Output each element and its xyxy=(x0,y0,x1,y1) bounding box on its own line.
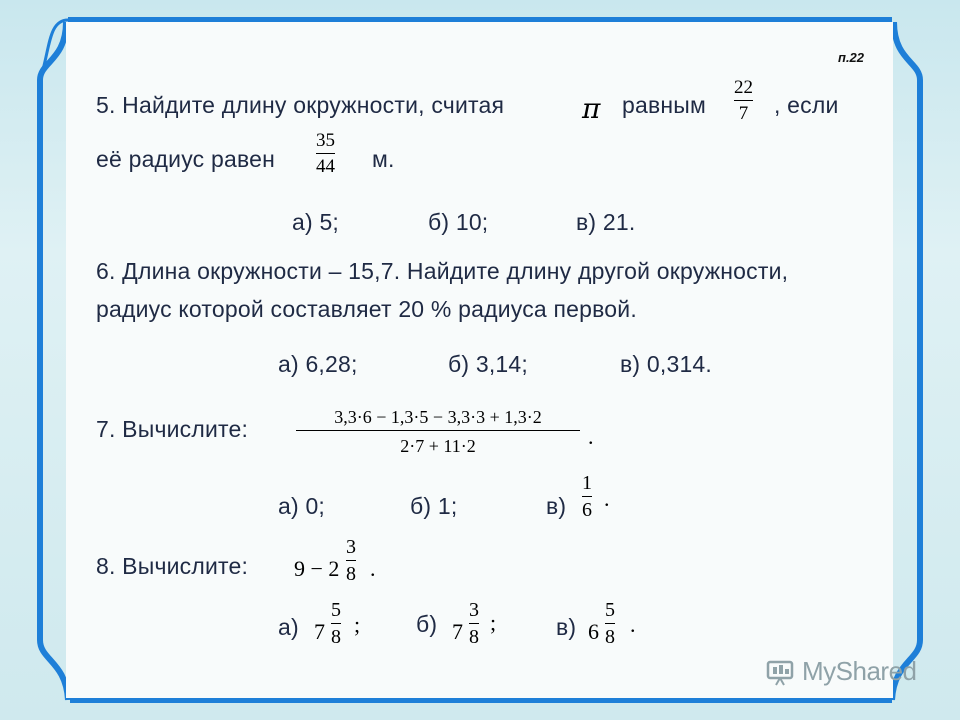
p7-expression-den: 2·7 + 11·2 xyxy=(400,436,476,457)
radius-fraction-num: 35 xyxy=(316,130,335,151)
fraction-bar xyxy=(582,496,592,497)
p7-answer-c: в) xyxy=(546,493,567,519)
p5-line1-mid: равным xyxy=(622,92,707,118)
p5-line2-end: м. xyxy=(372,146,395,172)
fraction-bar xyxy=(346,560,356,561)
p8-expression-den: 8 xyxy=(346,563,356,586)
p7-period: . xyxy=(588,424,594,449)
p5-line1-start: 5. Найдите длину окружности, считая xyxy=(96,92,505,118)
p8-answer-c-label: в) xyxy=(556,614,577,640)
p8-answer-a-num: 5 xyxy=(331,599,341,621)
p5-answer-a: а) 5; xyxy=(292,209,340,235)
p8-expression-num: 3 xyxy=(346,536,356,558)
fraction-bar xyxy=(331,623,341,624)
p8-answer-a-fraction xyxy=(331,600,341,647)
fraction-bar xyxy=(296,430,580,431)
pi-fraction-num: 22 xyxy=(734,77,753,98)
p8-answer-c-num: 5 xyxy=(605,599,615,621)
p8-answer-a-label: а) xyxy=(278,614,299,640)
p8-answer-a-end: ; xyxy=(354,612,361,637)
p8-answer-c-fraction xyxy=(605,600,615,647)
pi-fraction xyxy=(734,78,753,123)
p8-expression-fraction xyxy=(346,537,356,584)
p5-answer-b: б) 10; xyxy=(428,209,489,235)
pi-symbol: π xyxy=(582,92,601,125)
p7-expression-num: 3,3·6 − 1,3·5 − 3,3·3 + 1,3·2 xyxy=(334,407,542,427)
p8-answer-b-end: ; xyxy=(490,610,497,635)
p7-expression xyxy=(296,408,580,455)
p6-answer-c: в) 0,314. xyxy=(620,351,713,377)
p8-answer-c-end: . xyxy=(630,612,636,637)
p8-answer-b-fraction xyxy=(469,600,479,647)
fraction-bar xyxy=(316,153,335,154)
p7-answer-c-end: . xyxy=(604,486,610,511)
watermark xyxy=(766,656,917,687)
p7-answer-c-fraction xyxy=(582,473,592,520)
p6-answer-a: а) 6,28; xyxy=(278,351,358,377)
presentation-icon xyxy=(766,658,796,686)
pi-fraction-den: 7 xyxy=(738,103,749,125)
p7-answer-a: а) 0; xyxy=(278,493,326,519)
fraction-bar xyxy=(734,100,753,101)
slide-number: п.22 xyxy=(838,50,865,65)
p8-answer-b-label: б) xyxy=(416,611,438,637)
p7-answer-c-den: 6 xyxy=(582,499,592,522)
p8-answer-a-den: 8 xyxy=(331,626,341,649)
p8-answer-b-whole: 7 xyxy=(452,619,463,644)
p8-expression-whole: 9 − 2 xyxy=(294,556,340,581)
p6-answer-b: б) 3,14; xyxy=(448,351,528,377)
p8-answer-b-den: 8 xyxy=(469,626,479,649)
p8-answer-b-num: 3 xyxy=(469,599,479,621)
p8-answer-c-den: 8 xyxy=(605,626,615,649)
radius-fraction-den: 44 xyxy=(316,156,335,178)
p8-answer-a-whole: 7 xyxy=(314,619,325,644)
fraction-bar xyxy=(469,623,479,624)
p7-answer-c-num: 1 xyxy=(582,472,592,494)
p6-line1: 6. Длина окружности – 15,7. Найдите длину другой окружности, xyxy=(96,258,789,284)
p5-answer-c: в) 21. xyxy=(576,209,636,235)
p5-line1-end: , если xyxy=(774,92,839,118)
p7-label: 7. Вычислите: xyxy=(96,416,249,442)
p8-answer-c-whole: 6 xyxy=(588,619,599,644)
p6-line2: радиус которой составляет 20 % радиуса первой. xyxy=(96,296,637,322)
radius-fraction xyxy=(316,131,335,176)
fraction-bar xyxy=(605,623,615,624)
p8-period: . xyxy=(370,556,376,581)
p7-answer-b: б) 1; xyxy=(410,493,458,519)
p5-line2-start: её радиус равен xyxy=(96,146,275,172)
p8-label: 8. Вычислите: xyxy=(96,553,249,579)
watermark-text: MyShared xyxy=(802,656,917,686)
